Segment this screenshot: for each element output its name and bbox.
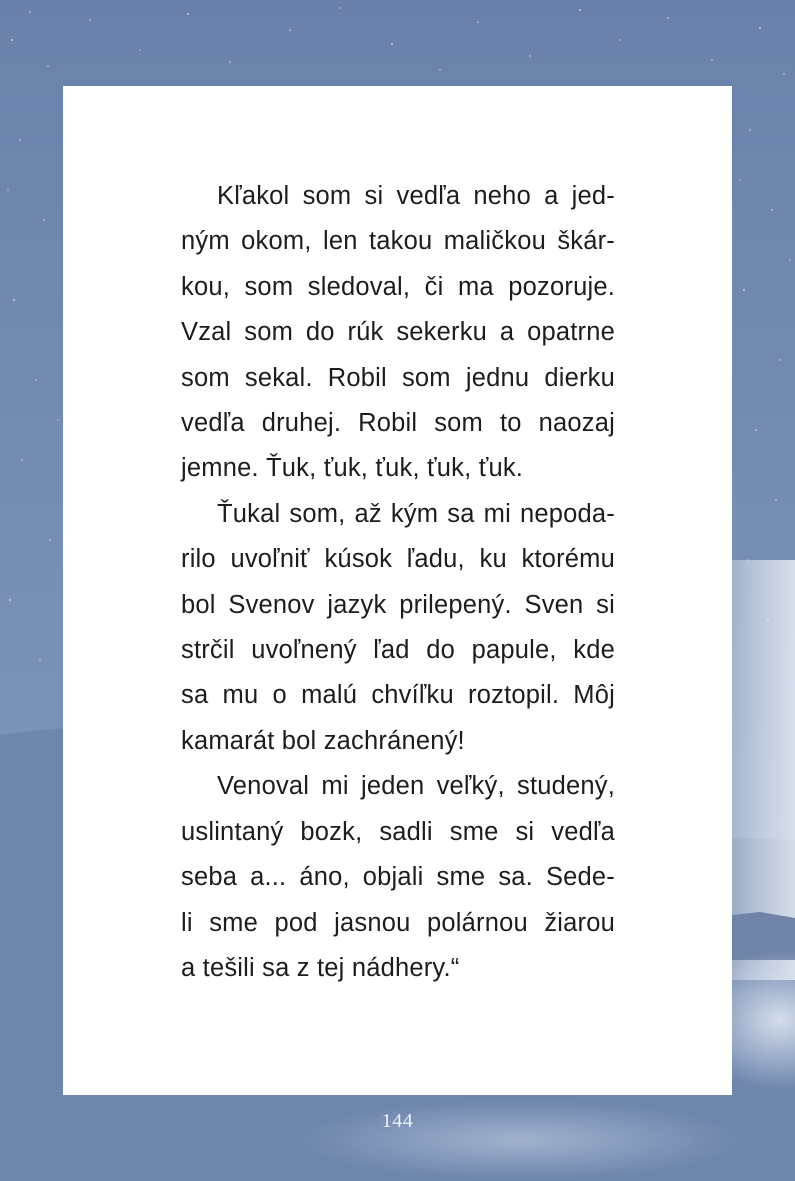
text-line: vedľa druhej. Robil som to naozaj bbox=[181, 409, 615, 438]
text-line: som sekal. Robil som jednu dierku bbox=[181, 363, 615, 392]
text-line: a tešili sa z tej nádhery.“ bbox=[181, 953, 460, 982]
text-line: uslintaný bozk, sadli sme si vedľa bbox=[181, 817, 615, 846]
text-line: Vzal som do rúk sekerku a opatrne bbox=[181, 318, 615, 347]
story-text bbox=[181, 174, 615, 991]
text-line: Kľakol som si vedľa neho a jed- bbox=[217, 182, 615, 210]
text-line: kamarát bol zachránený! bbox=[181, 726, 465, 755]
text-line: kou, som sledoval, či ma pozoruje. bbox=[181, 272, 615, 301]
text-line: Venoval mi jeden veľký, studený, bbox=[217, 772, 615, 801]
text-line: li sme pod jasnou polárnou žiarou bbox=[181, 908, 615, 937]
page-number: 144 bbox=[381, 1110, 414, 1132]
paragraph-3 bbox=[181, 764, 615, 991]
text-line: sa mu o malú chvíľku roztopil. Môj bbox=[181, 681, 615, 710]
text-line: jemne. Ťuk, ťuk, ťuk, ťuk, ťuk. bbox=[181, 454, 524, 483]
text-line: Ťukal som, až kým sa mi nepoda- bbox=[217, 499, 615, 528]
text-line: seba a... áno, objali sme sa. Sede- bbox=[181, 863, 615, 892]
text-line: bol Svenov jazyk prilepený. Sven si bbox=[181, 590, 615, 619]
paragraph-1 bbox=[181, 174, 615, 492]
page-sheet bbox=[63, 86, 732, 1095]
text-line: rilo uvoľniť kúsok ľadu, ku ktorému bbox=[181, 545, 615, 574]
text-line: ným okom, len takou maličkou škár- bbox=[181, 227, 615, 256]
text-line: strčil uvoľnený ľad do papule, kde bbox=[181, 636, 615, 665]
paragraph-2 bbox=[181, 492, 615, 764]
